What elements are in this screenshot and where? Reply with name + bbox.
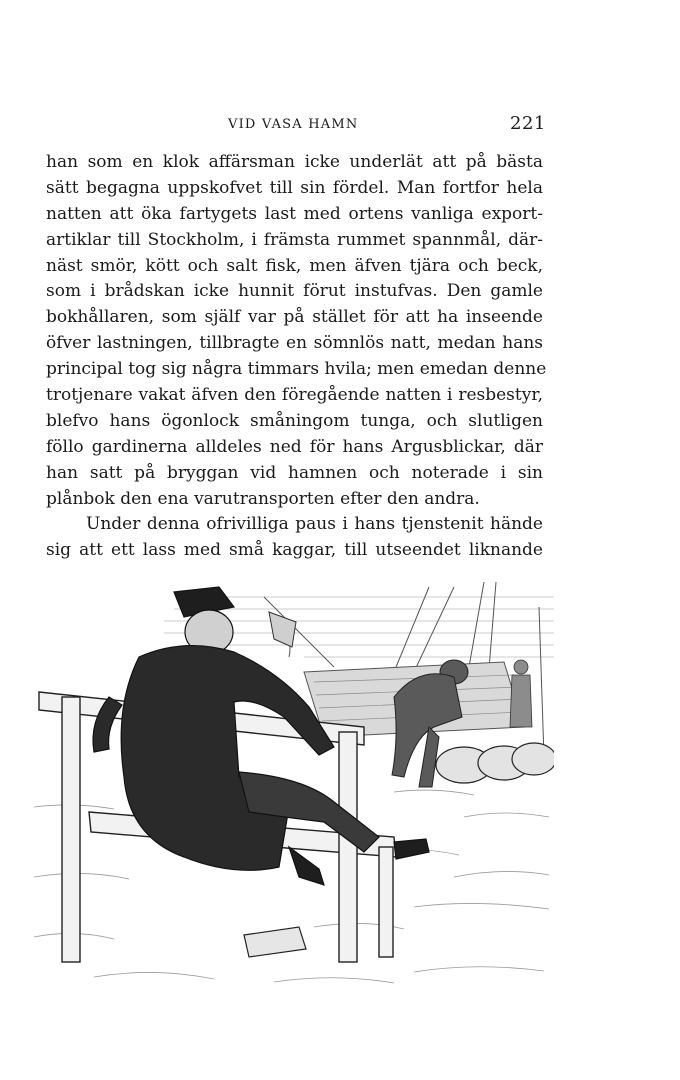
text-line: trotjenare vakat äfven den föregående natten i resbestyr, [46,385,543,406]
text-line: plånbok den ena varutransporten efter den andra. [46,488,480,509]
text-line: näst smör, kött och salt fisk, men äfven tjära och beck, [46,255,543,276]
text-line: principal tog sig några timmars hvila; men emedan denne [46,359,547,380]
text-line: artiklar till Stockholm, i främsta rummet spannmål, där- [46,229,543,250]
text-line: blefvo hans ögonlock småningom tunga, och slutligen [46,410,543,431]
text-line: som i brådskan icke hunnit förut instufvas. Den gamle [46,281,543,302]
page-header [0,113,680,139]
text-line: föllo gardinerna alldeles ned för hans Argusblickar, där [46,436,543,457]
fallen-notebook [244,927,306,957]
kegs [436,743,554,783]
text-line: öfver lastningen, tillbragte en sömnlös natt, medan hans [46,333,543,354]
flag [269,612,296,647]
illustration-engraving [34,577,554,997]
text-line: natten att öka fartygets last med ortens vanliga export- [46,203,543,224]
running-title: VID VASA HAMN [228,117,359,132]
text-line: sig att ett lass med små kaggar, till utseendet liknande [46,540,543,561]
text-line: sätt begagna uppskofvet till sin fördel. Man fortfor hela [46,177,543,198]
page-number: 221 [510,113,546,134]
distant-figure [510,660,532,727]
text-line-paragraph-start: Under denna ofrivilliga paus i hans tjenstenit hände [86,514,543,535]
body-text [46,150,547,564]
text-line: han som en klok affärsman icke underlät att på bästa [46,152,543,172]
text-line: bokhållaren, som själf var på stället för att ha inseende [46,307,543,328]
text-line: han satt på bryggan vid hamnen och noterade i sin [46,462,543,483]
